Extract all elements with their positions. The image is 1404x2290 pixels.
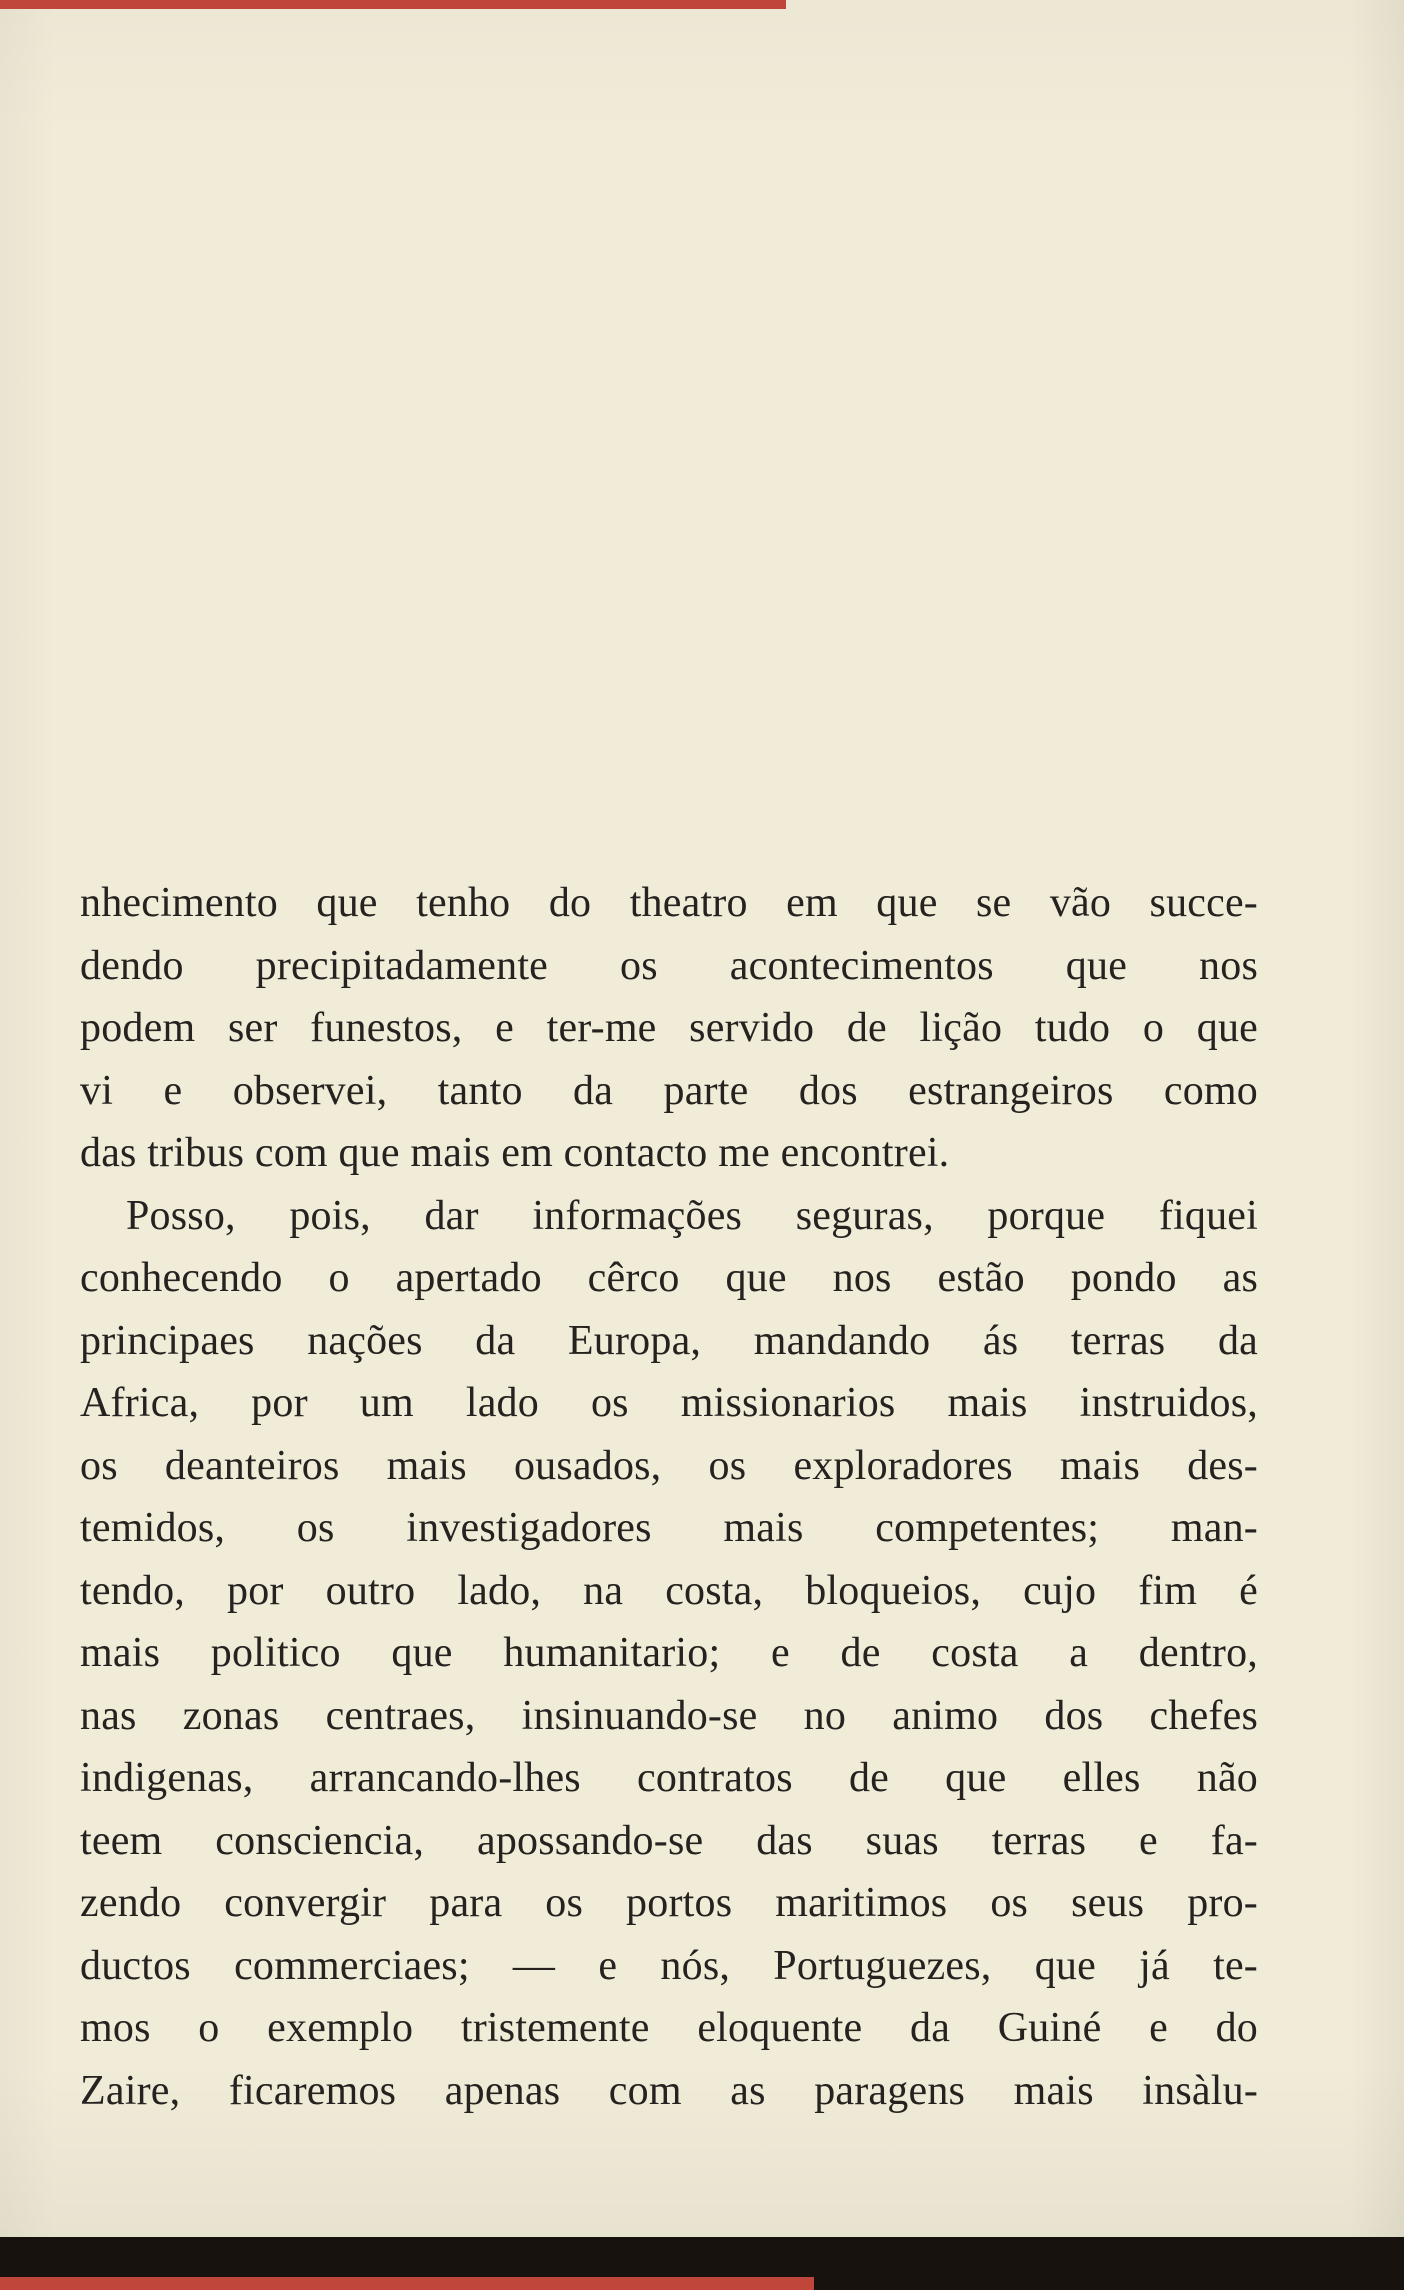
text-line: vi e observei, tanto da parte dos estrangeiros como bbox=[80, 1067, 1258, 1114]
text-line: ductos commerciaes; — e nós, Portuguezes, que já te- bbox=[80, 1942, 1258, 1989]
text-line: nhecimento que tenho do theatro em que se vão succe- bbox=[80, 880, 1258, 926]
bottom-black-bar-right bbox=[814, 2276, 1404, 2290]
text-line: Posso, pois, dar informações seguras, porque fiquei bbox=[126, 1192, 1258, 1239]
text-line: teem consciencia, apossando-se das suas terras e fa- bbox=[80, 1817, 1258, 1864]
text-line: Africa, por um lado os missionarios mais instruidos, bbox=[80, 1380, 1258, 1426]
text-line: Zaire, ficaremos apenas com as paragens mais insàlu- bbox=[80, 2067, 1258, 2114]
bottom-black-bar bbox=[0, 2237, 1404, 2277]
text-line: mos o exemplo tristemente eloquente da Guiné e do bbox=[80, 2005, 1258, 2051]
text-line: dendo precipitadamente os acontecimentos que nos bbox=[80, 942, 1258, 989]
page-text bbox=[80, 872, 1258, 2122]
text-line: podem ser funestos, e ter-me servido de lição tudo o que bbox=[80, 1005, 1258, 1051]
text-line: mais politico que humanitario; e de costa a dentro, bbox=[80, 1630, 1258, 1676]
text-line: indigenas, arrancando-lhes contratos de que elles não bbox=[80, 1755, 1258, 1801]
bottom-red-edge-strip bbox=[0, 2277, 814, 2290]
text-line: principaes nações da Europa, mandando ás terras da bbox=[80, 1317, 1258, 1364]
text-line: zendo convergir para os portos maritimos os seus pro- bbox=[80, 1880, 1258, 1926]
text-line: temidos, os investigadores mais competentes; man- bbox=[80, 1505, 1258, 1551]
text-line: das tribus com que mais em contacto me encontrei. bbox=[80, 1130, 950, 1176]
text-line: os deanteiros mais ousados, os exploradores mais des- bbox=[80, 1442, 1258, 1489]
text-line: conhecendo o apertado cêrco que nos estão pondo as bbox=[80, 1255, 1258, 1301]
text-line: nas zonas centraes, insinuando-se no animo dos chefes bbox=[80, 1692, 1258, 1739]
top-red-edge-strip bbox=[0, 0, 786, 9]
text-line: tendo, por outro lado, na costa, bloqueios, cujo fim é bbox=[80, 1567, 1258, 1614]
